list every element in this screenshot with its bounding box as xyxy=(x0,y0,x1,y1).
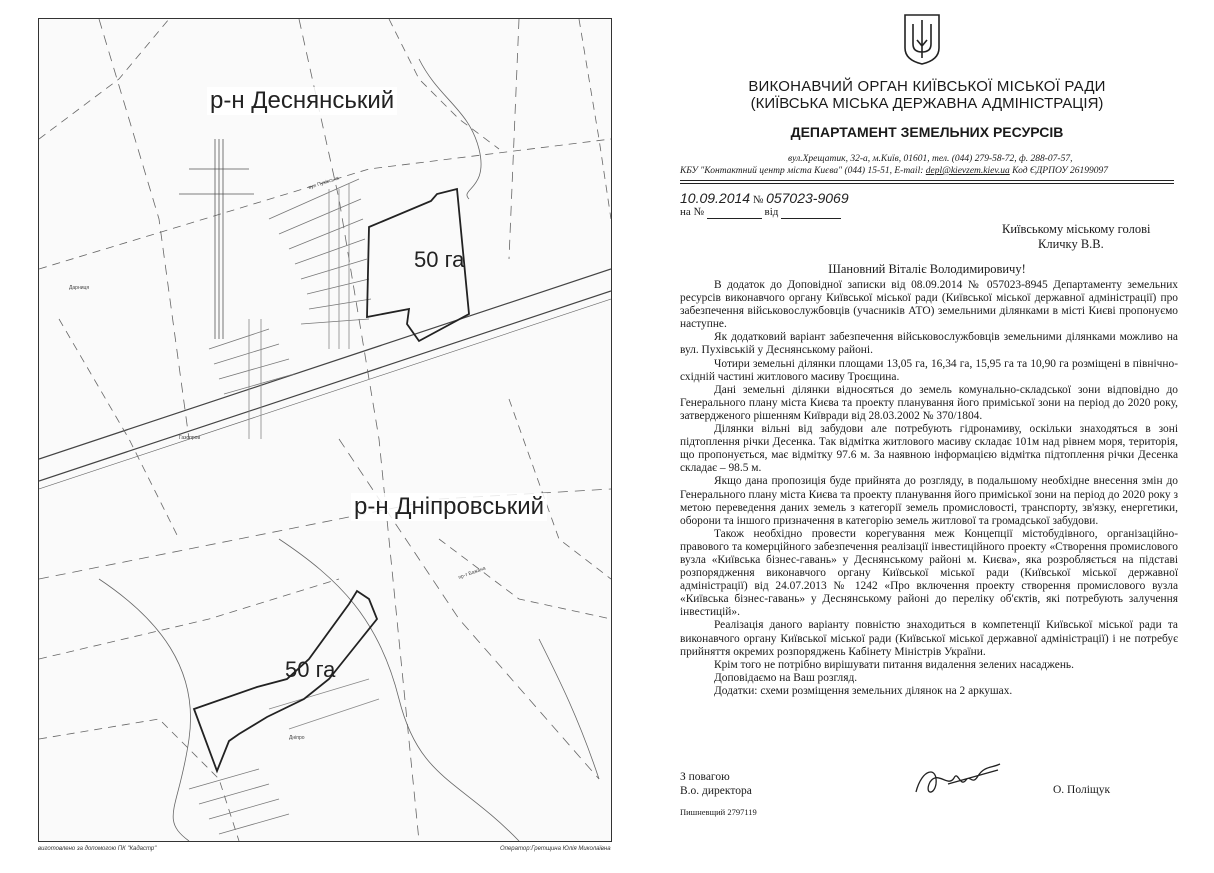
paragraph: Якщо дана пропозиція буде прийнята до розгляду, в подальшому необхідне внесення змін до Генерального плану міста Києва та проекту планування його приміської зони на період до 2020 року з метою переведення даних земель з категорії земель промисловості, транспорту, зв'язку, енергетики, оборони та іншого призначення в категорію земель житлової та громадської забудови. xyxy=(680,475,1178,527)
district-label-desnianskyi: р-н Деснянський xyxy=(207,87,397,115)
handwritten-signature xyxy=(908,758,1008,802)
org-title-line1: ВИКОНАВЧИЙ ОРГАН КИЇВСЬКОЇ МІСЬКОЇ РАДИ xyxy=(748,78,1106,95)
registration-number: 057023-9069 xyxy=(766,190,849,206)
paragraph: Як додатковий варіант забезпечення військовослужбовців земельними ділянками можливо на вул. Пухівській у Деснянському районі. xyxy=(680,331,1178,357)
trident-emblem-icon xyxy=(902,12,942,66)
header-rule xyxy=(680,180,1174,181)
address-edrpou: Код ЄДРПОУ 26199097 xyxy=(1009,166,1109,176)
address-email: depl@kievzem.kiev.ua xyxy=(925,166,1010,176)
reply-from-label: від xyxy=(764,206,779,218)
district-label-dniprovskyi: р-н Дніпровський xyxy=(351,493,547,521)
reply-on-label: на № xyxy=(680,206,705,218)
paragraph: Також необхідно провести корегування меж Концепції містобудівного, організаційно-правового та комерційного забезпечення реалізації інвестиційного проекту «Створення промислового вузла «Київська бізнес-гавань» у Деснянському районі м. Києва», яка розробляється на підставі розпорядження виконавчого органу Київської міської ради (Київської міської державної адміністрації) від 24.07.2013 № 1242 «Про включення проекту створення промислового вузла «Київська бізнес-гавань» у Деснянському районі до переліку об'єктів, які потребують залучення інвестицій». xyxy=(680,527,1178,619)
letter-body xyxy=(680,279,1178,698)
address-line2 xyxy=(680,166,1108,176)
map-footer-source: виготовлено за допомогою ПК "Кадастр" xyxy=(38,846,157,852)
addressee-line2: Кличку В.В. xyxy=(1038,237,1104,251)
salutation: Шановний Віталіє Володимировичу! xyxy=(828,262,1026,276)
svg-text:пр-т Бажана: пр-т Бажана xyxy=(457,565,487,581)
address-contact-center: КБУ "Контактний центр міста Києва" (044) 15-51, E-mail: xyxy=(680,166,926,176)
registration-line xyxy=(680,190,849,206)
paragraph: Крім того не потрібно вирішувати питання видалення зелених насаджень. xyxy=(714,658,1074,671)
paragraph: Ділянки вільні від забудови але потребують гідронамиву, оскільки знаходяться в зоні підтоплення річки Десенка. Так відмітка житлового масиву складає 101м над рівнем моря, територія, що пропонується, має відмітку 97.6 м. За наявною інформацією відмітка підтоплення річки Десенка складає – 98.5 м. xyxy=(680,423,1178,475)
svg-text:вул Пухівська: вул Пухівська xyxy=(307,175,340,191)
reply-to-line xyxy=(680,206,841,219)
map-frame xyxy=(38,18,612,842)
registration-date: 10.09.2014 xyxy=(680,190,751,206)
paragraph: Реалізація даного варіанту повністю знаходиться в компетенції Київської міської ради та виконавчого органу Київської міської ради (Київської міської державної адміністрації) і не потребує прийняття окремих розпоряджень Кабінету Міністрів України. xyxy=(680,619,1178,658)
reply-date-blank xyxy=(781,206,841,219)
department-title: ДЕПАРТАМЕНТ ЗЕМЕЛЬНИХ РЕСУРСІВ xyxy=(790,124,1064,140)
org-title-line2: (КИЇВСЬКА МІСЬКА ДЕРЖАВНА АДМІНІСТРАЦІЯ) xyxy=(750,95,1104,112)
map-drawing xyxy=(39,19,611,841)
area-label-south: 50 га xyxy=(285,657,336,682)
header-rule-thin xyxy=(680,183,1174,184)
paragraph: Чотири земельні ділянки площами 13,05 га, 16,34 га, 15,95 га та 10,90 га розміщені в північно-східній частині житлового масиву Троєщина. xyxy=(680,357,1178,383)
closing-block xyxy=(680,770,752,798)
addressee-line1: Київському міському голові xyxy=(1002,222,1151,236)
address-line1: вул.Хрещатик, 32-а, м.Київ, 01601, тел. (044) 279-58-72, ф. 288-07-57, xyxy=(788,154,1073,164)
signer-title: В.о. директора xyxy=(680,785,752,797)
paragraph: В додаток до Доповідної записки від 08.09.2014 № 057023-8945 Департаменту земельних ресурсів виконавчого органу Київської міської ради (Київської міської державної адміністрації) про забезпечення військовослужбовців (учасників АТО) земельними ділянками в місті Києві пропонуємо наступне. xyxy=(680,279,1178,331)
map-footer-operator: Оператор:Гретщина Юлія Миколаївна xyxy=(500,846,611,852)
svg-text:Дарниця: Дарниця xyxy=(69,285,90,291)
executor-info: Пишневщий 2797119 xyxy=(680,807,757,817)
paragraph: Доповідаємо на Ваш розгляд. xyxy=(714,671,858,684)
attachments-note: Додатки: схеми розміщення земельних ділянок на 2 аркушах. xyxy=(714,684,1013,697)
registration-no-label: № xyxy=(752,194,764,206)
official-letter xyxy=(640,0,1214,873)
area-label-north: 50 га xyxy=(414,247,465,272)
paragraph: Дані земельні ділянки відносяться до земель комунально-складської зони відповідно до Генерального плану міста Києва та проекту планування його приміської зони на період до 2020 року, затвердженого рішенням Київради від 28.03.2002 № 370/1804. xyxy=(680,383,1178,422)
closing-phrase: З повагою xyxy=(680,771,730,783)
svg-text:Дніпро: Дніпро xyxy=(289,735,305,741)
svg-text:Газопров: Газопров xyxy=(179,435,201,441)
signer-name: О. Поліщук xyxy=(1053,784,1111,796)
reply-number-blank xyxy=(707,206,762,219)
addressee xyxy=(1002,222,1150,252)
